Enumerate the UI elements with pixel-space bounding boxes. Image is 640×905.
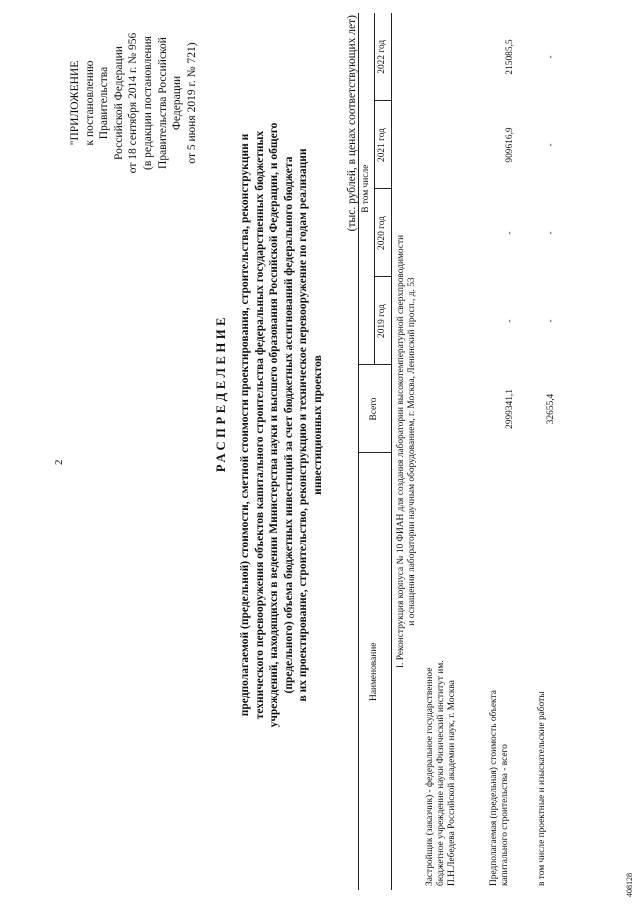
row-name-line: бюджетное учреждение науки Физический институт им. <box>436 660 447 886</box>
appendix-line: от 5 июня 2019 г. № 721) <box>185 42 198 164</box>
row-name-line: Предполагаемая (предельная) стоимость объекта <box>488 690 499 886</box>
appendix-line: "ПРИЛОЖЕНИЕ <box>69 60 81 146</box>
row-name-line: П.Н.Лебедева Российской академии наук, г. Москва <box>447 680 458 886</box>
cell-year: - <box>545 55 556 59</box>
section-title <box>391 13 422 890</box>
row-name <box>423 453 487 890</box>
cell-year: - <box>545 231 556 235</box>
table-row <box>423 13 487 890</box>
cell-total: 2999341,1 <box>504 389 515 429</box>
heading-line: предполагаемой (предельной) стоимости, сметной стоимости проектирования, строительства, реконструкции и <box>239 133 251 717</box>
cell-total: 32655,4 <box>545 393 556 425</box>
cell-year <box>423 189 487 277</box>
column-header-year: 2021 год <box>375 101 391 189</box>
cell-year: - <box>504 231 515 235</box>
row-name <box>535 453 569 890</box>
cell-year <box>423 13 487 101</box>
row-name-line: в том числе проектные и изыскательские работы <box>536 691 547 886</box>
cell-year: - <box>545 319 556 323</box>
heading-line: учреждений, находящихся в ведении Министерства науки и высшего образования Российской Федерации, и общего <box>268 122 281 728</box>
appendix-block <box>68 23 199 183</box>
serial-number: 408128 <box>625 873 634 897</box>
budget-table <box>358 13 569 890</box>
units-note: (тыс. рублей, в ценах соответствующих лет) <box>346 15 358 232</box>
heading-line: инвестиционных проектов <box>311 355 324 495</box>
cell-year <box>423 277 487 365</box>
document-heading <box>238 85 326 765</box>
appendix-line: Российской Федерации <box>112 46 125 160</box>
appendix-line: Правительства Российской Федерации <box>156 37 184 169</box>
cell-year: 215085,5 <box>504 39 515 75</box>
section-title-line: I. Реконструкция корпуса № 10 ФИАН для создания лаборатории высокотемпературной сверхпроводимости <box>395 234 406 669</box>
appendix-line: к постановлению Правительства <box>83 60 111 146</box>
column-header-name: Наименование <box>359 453 392 890</box>
column-header-year: 2020 год <box>375 189 391 277</box>
heading-line: (предельного) объема бюджетных инвестиций за счет бюджетных ассигнований федерального бюджета <box>282 156 295 694</box>
appendix-line: от 18 сентября 2014 г. № 956 <box>127 32 140 174</box>
cell-year <box>423 101 487 189</box>
appendix-line: (в редакции постановления <box>141 36 154 170</box>
cell-year: - <box>504 319 515 323</box>
cell-year: - <box>545 143 556 147</box>
table-row <box>487 13 535 890</box>
column-header-year: 2022 год <box>375 13 391 101</box>
column-header-year: 2019 год <box>375 277 391 365</box>
heading-line: в их проектирование, строительство, реконструкцию и техническое перевооружение по годам реализации <box>297 148 310 702</box>
row-name-line: Застройщик (заказчик) - федеральное государственное <box>424 667 435 886</box>
column-header-including: В том числе <box>359 13 375 365</box>
row-name <box>487 453 535 890</box>
table-row <box>535 13 569 890</box>
row-name-line: капитального строительства - всего <box>500 744 511 886</box>
section-title-line: и оснащения лаборатории научным оборудованием, г. Москва, Ленинский просп., д. 53 <box>407 277 418 626</box>
document-title: РАСПРЕДЕЛЕНИЕ <box>214 313 228 473</box>
heading-line: технического перевооружения объектов капитального строительства федеральных государственных бюджетных <box>253 130 266 720</box>
cell-year: 909616,9 <box>504 127 515 163</box>
cell-total <box>423 365 487 453</box>
page-number: 2 <box>53 459 65 465</box>
column-header-total: Всего <box>359 365 392 453</box>
